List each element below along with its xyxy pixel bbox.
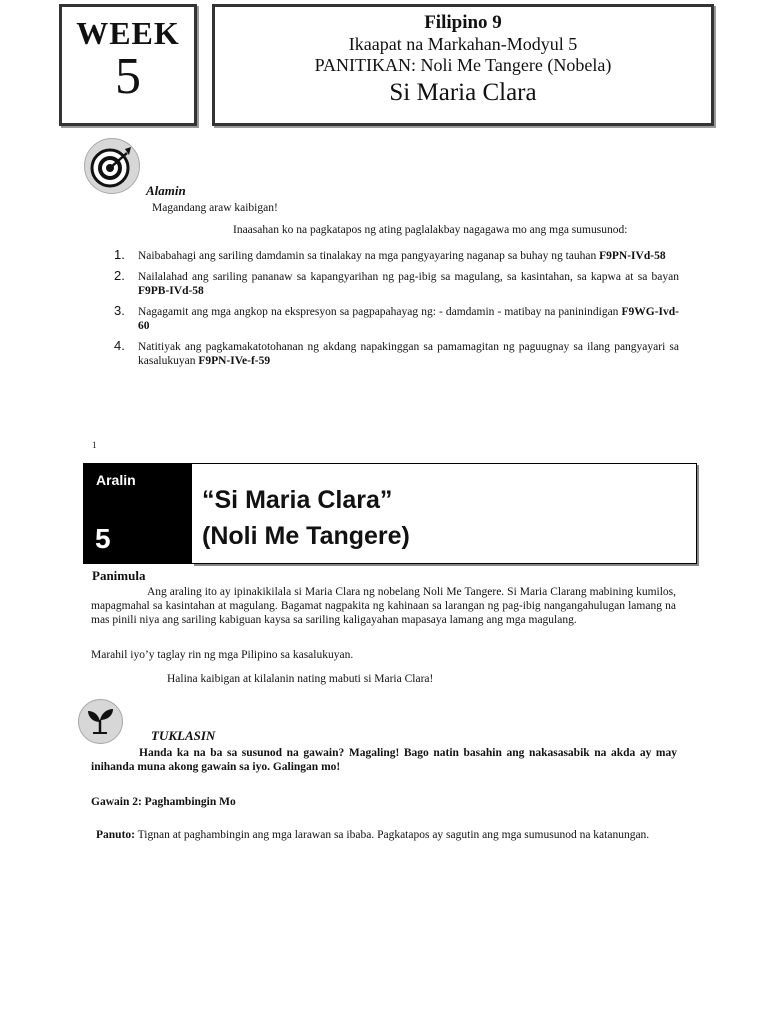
- module-title-box: [212, 4, 714, 126]
- alamin-title: Alamin: [146, 183, 186, 198]
- tuklasin-intro: Handa ka na ba sa susunod na gawain? Magaling! Bago natin basahin ang nakasasabik na akda ay may inihanda muna akong gawain sa iyo. Galingan mo!: [91, 747, 677, 773]
- panimula-paragraph: Ang araling ito ay ipinakikilala si Maria Clara ng nobelang Noli Me Tangere. Si Maria Clarang mabining kumilos, mapagmahal sa kasintahan at magulang. Bagamat nagpakita ng kahinaan sa larangan ng pag-ibig nangangahulugan lamang na mas pinili niya ang sariling kabiguan kaysa sa sariling kaligayahan mapasaya lamang ang mga magulang.: [91, 586, 676, 626]
- objective-number: 2.: [114, 268, 125, 283]
- panimula-line2: Marahil iyo’y taglay rin ng mga Pilipino sa kasalukuyan.: [91, 649, 354, 661]
- aralin-label: Aralin: [96, 472, 136, 488]
- gawain-title: Gawain 2: Paghambingin Mo: [91, 796, 236, 808]
- quarter-module: Ikaapat na Markahan-Modyul 5: [348, 34, 578, 54]
- week-number: 5: [115, 48, 141, 105]
- objective-number: 1.: [114, 247, 125, 262]
- aralin-title-line1: “Si Maria Clara”: [202, 486, 393, 514]
- target-icon: [84, 138, 140, 194]
- week-label: WEEK: [76, 15, 180, 51]
- greeting: Magandang araw kaibigan!: [152, 202, 278, 214]
- objective-code: F9PB-IVd-58: [138, 285, 204, 297]
- objective-item: [109, 270, 679, 298]
- aralin-title-box: [192, 463, 697, 564]
- week-box: [59, 4, 197, 126]
- objective-code: F9PN-IVd-58: [599, 250, 666, 262]
- objective-text: Natitiyak ang pagkamakatotohanan ng akdang napakinggan sa pamamagitan ng paguugnay sa ilang pangyayari sa kasalukuyan: [138, 341, 679, 367]
- objectives-list: [109, 249, 679, 375]
- panuto-text: Tignan at paghambingin ang mga larawan sa ibaba. Pagkatapos ay sagutin ang mga sumusunod na katanungan.: [134, 829, 650, 841]
- topic-title: Si Maria Clara: [389, 79, 537, 106]
- tuklasin-title: TUKLASIN: [151, 728, 216, 743]
- panitikan-line: PANITIKAN: Noli Me Tangere (Nobela): [314, 55, 612, 75]
- aralin-badge: [83, 463, 192, 564]
- objective-code: F9PN-IVe-f-59: [198, 355, 271, 367]
- objective-text: Naibabahagi ang sariling damdamin sa tinalakay na mga pangyayaring naganap sa buhay ng tauhan: [138, 250, 600, 262]
- objective-text: Nailalahad ang sariling pananaw sa kapangyarihan ng pag-ibig sa magulang, sa kasintahan, sa kapwa at sa bayan: [138, 271, 679, 283]
- panimula-title: Panimula: [92, 568, 146, 583]
- panuto-label: Panuto:: [96, 829, 135, 841]
- aralin-title-line2: (Noli Me Tangere): [202, 522, 410, 550]
- objective-item: [109, 305, 679, 333]
- sprout-icon: [78, 699, 123, 744]
- page-number: 1: [92, 440, 97, 450]
- objective-text: Nagagamit ang mga angkop na ekspresyon sa pagpapahayag ng: - damdamin - matibay na paninindigan: [138, 306, 622, 318]
- objective-number: 3.: [114, 303, 125, 318]
- objective-item: [109, 249, 679, 263]
- aralin-number: 5: [95, 523, 111, 554]
- subject-title: Filipino 9: [424, 12, 502, 33]
- objective-code: F9WG-Ivd-60: [138, 306, 679, 332]
- alamin-intro: Inaasahan ko na pagkatapos ng ating paglalakbay nagagawa mo ang mga sumusunod:: [233, 224, 628, 236]
- panimula-line3: Halina kaibigan at kilalanin nating mabuti si Maria Clara!: [167, 673, 434, 685]
- objective-item: [109, 340, 679, 368]
- objective-number: 4.: [114, 338, 125, 353]
- panuto: [91, 828, 677, 842]
